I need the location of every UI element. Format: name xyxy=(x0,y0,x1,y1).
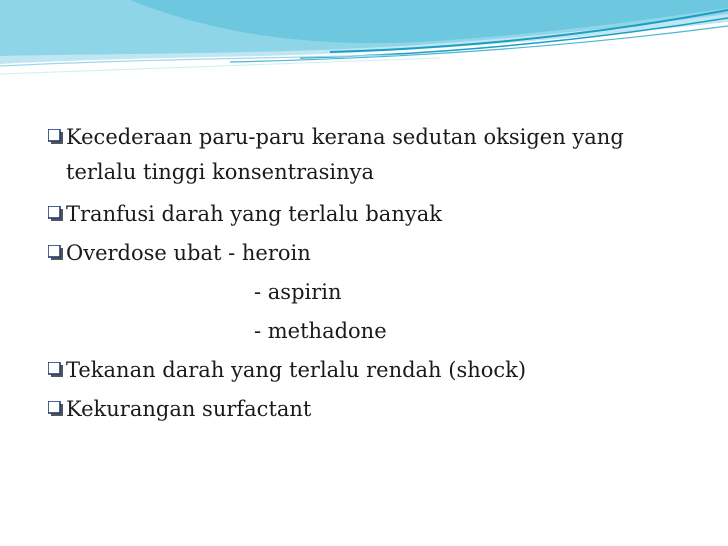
hollow-square-bullet-icon xyxy=(48,362,63,377)
hollow-square-bullet-icon xyxy=(48,206,63,221)
list-item-text: terlalu tinggi konsentrasinya xyxy=(66,160,375,184)
header-wave-decoration xyxy=(0,0,728,80)
list-item xyxy=(48,240,698,279)
hollow-square-bullet-icon xyxy=(48,401,63,416)
list-item xyxy=(48,124,698,163)
list-item-text: Kecederaan paru-paru kerana sedutan oksigen yang xyxy=(66,125,624,149)
list-item-text: Kekurangan surfactant xyxy=(66,397,312,421)
bullet-list xyxy=(48,124,698,435)
hollow-square-bullet-icon xyxy=(48,245,63,260)
list-item-text: Tranfusi darah yang terlalu banyak xyxy=(66,202,442,226)
list-item-text: Overdose ubat - heroin xyxy=(66,241,311,265)
hollow-square-bullet-icon xyxy=(48,129,63,144)
list-item xyxy=(48,396,698,435)
list-item xyxy=(48,201,698,240)
sub-item xyxy=(48,318,698,357)
sub-item-text: - methadone xyxy=(254,319,387,343)
list-item-continuation xyxy=(48,160,698,201)
sub-item-text: - aspirin xyxy=(254,280,342,304)
sub-item xyxy=(48,279,698,318)
list-item xyxy=(48,357,698,396)
list-item-text: Tekanan darah yang terlalu rendah (shock) xyxy=(66,358,527,382)
